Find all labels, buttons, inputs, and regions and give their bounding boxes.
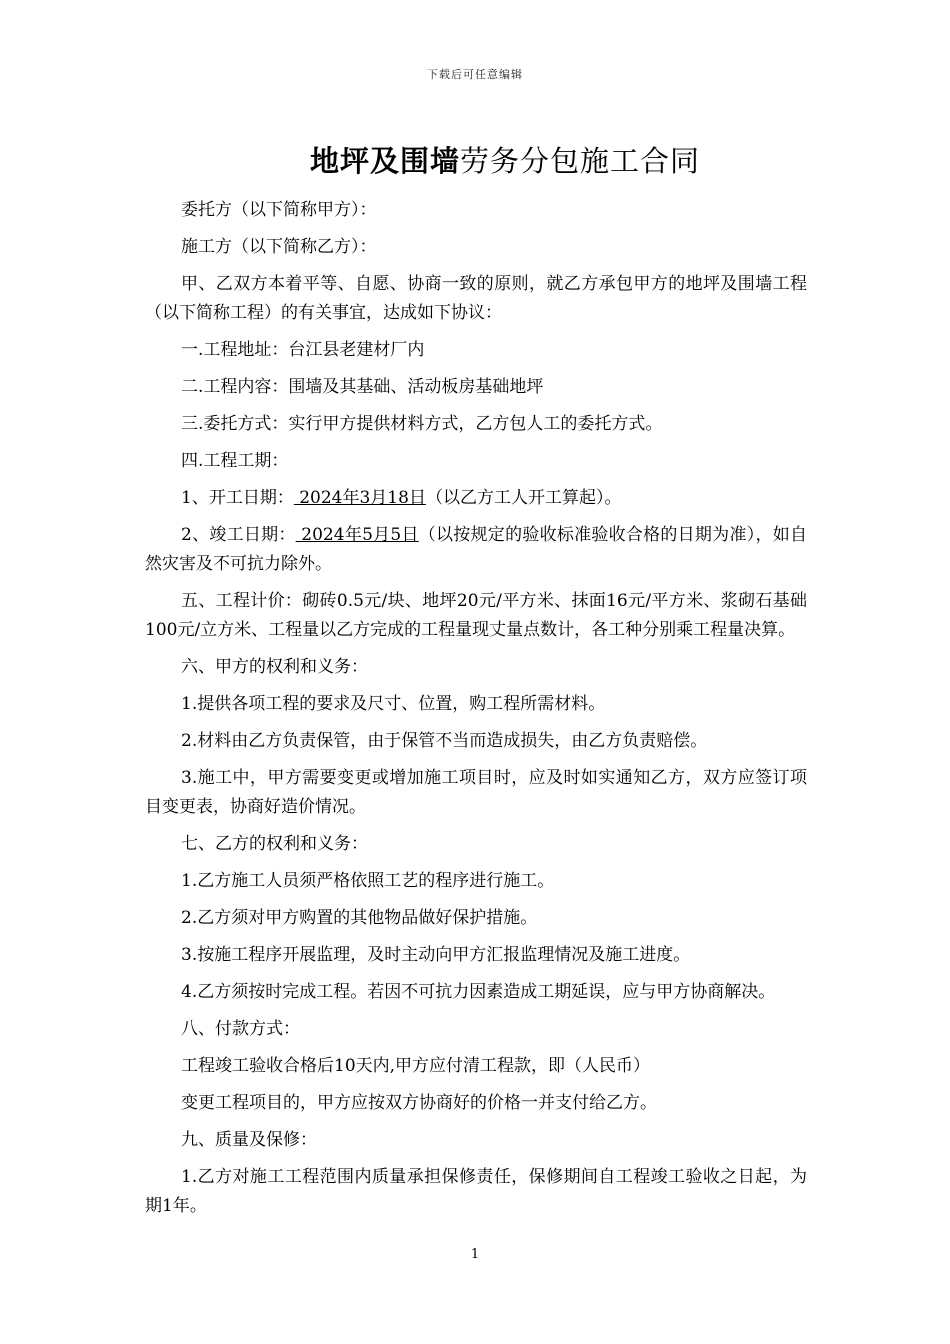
paragraph-contractor: 施工方（以下简称乙方）： (181, 237, 377, 257)
paragraph-party-b-item-3: 3.按施工程序开展监理，及时主动向甲方汇报监理情况及施工进度。 (181, 945, 691, 965)
paragraph-party-a-item-3: 3.施工中，甲方需要变更或增加施工项目时，应及时如实通知乙方，双方应签订项目变更表，协商好造价情况。 (145, 768, 807, 817)
paragraph-warranty-heading: 九、质量及保修： (181, 1130, 317, 1150)
contract-body (145, 196, 807, 1229)
paragraph-payment-2: 变更工程项目的，甲方应按双方协商好的价格一并支付给乙方。 (181, 1093, 657, 1113)
paragraph-preamble: 甲、乙双方本着平等、自愿、协商一致的原则，就乙方承包甲方的地坪及围墙工程（以下简称工程）的有关事宜，达成如下协议： (145, 274, 807, 323)
end-date-suffix: （以按规定的验收标准验收合格的日期为准），如自然灾害及不可抗力除外。 (145, 525, 807, 574)
paragraph-payment-heading: 八、付款方式： (181, 1019, 300, 1039)
paragraph-schedule-heading: 四.工程工期： (181, 451, 289, 471)
paragraph-party-a-item-1: 1.提供各项工程的要求及尺寸、位置，购工程所需材料。 (181, 694, 606, 714)
title-bold-part: 地坪及围墙 (309, 144, 460, 178)
paragraph-party-a-heading: 六、甲方的权利和义务： (181, 657, 368, 677)
paragraph-party-b-heading: 七、乙方的权利和义务： (181, 834, 368, 854)
page-header: 下载后可任意编辑 (427, 68, 523, 81)
paragraph-party-b-item-4: 4.乙方须按时完成工程。若因不可抗力因素造成工期延误，应与甲方协商解决。 (181, 982, 776, 1002)
start-date-value: 2024年3月18日 (293, 488, 426, 508)
paragraph-project-content: 二.工程内容：围墙及其基础、活动板房基础地坪 (181, 377, 544, 397)
title-rest-part: 劳务分包施工合同 (460, 144, 701, 178)
paragraph-party-b-item-1: 1.乙方施工人员须严格依照工艺的程序进行施工。 (181, 871, 555, 891)
paragraph-project-address: 一.工程地址：台江县老建材厂内 (181, 340, 425, 360)
paragraph-start-date (145, 484, 807, 513)
paragraph-warranty-item-1: 1.乙方对施工工程范围内质量承担保修责任，保修期间自工程竣工验收之日起，为期1年。 (145, 1167, 807, 1216)
end-date-prefix: 2、竣工日期： (181, 525, 296, 545)
page-number: 1 (470, 1247, 480, 1262)
paragraph-client: 委托方（以下简称甲方）： (181, 200, 377, 220)
start-date-suffix: （以乙方工人开工算起）。 (425, 488, 622, 508)
paragraph-pricing: 五、工程计价：砌砖0.5元/块、地坪20元/平方米、抹面16元/平方米、浆砌石基础100元/立方米、工程量以乙方完成的工程量现丈量点数计，各工种分别乘工程量决算。 (145, 591, 807, 640)
paragraph-party-b-item-2: 2.乙方须对甲方购置的其他物品做好保护措施。 (181, 908, 538, 928)
document-title (0, 140, 950, 182)
paragraph-end-date (145, 521, 807, 579)
paragraph-commission-method: 三.委托方式：实行甲方提供材料方式，乙方包人工的委托方式。 (181, 414, 663, 434)
paragraph-party-a-item-2: 2.材料由乙方负责保管，由于保管不当而造成损失，由乙方负责赔偿。 (181, 731, 708, 751)
end-date-value: 2024年5月5日 (295, 525, 419, 545)
start-date-prefix: 1、开工日期： (181, 488, 294, 508)
paragraph-payment-1: 工程竣工验收合格后10天内,甲方应付清工程款，即（人民币） (181, 1056, 651, 1076)
